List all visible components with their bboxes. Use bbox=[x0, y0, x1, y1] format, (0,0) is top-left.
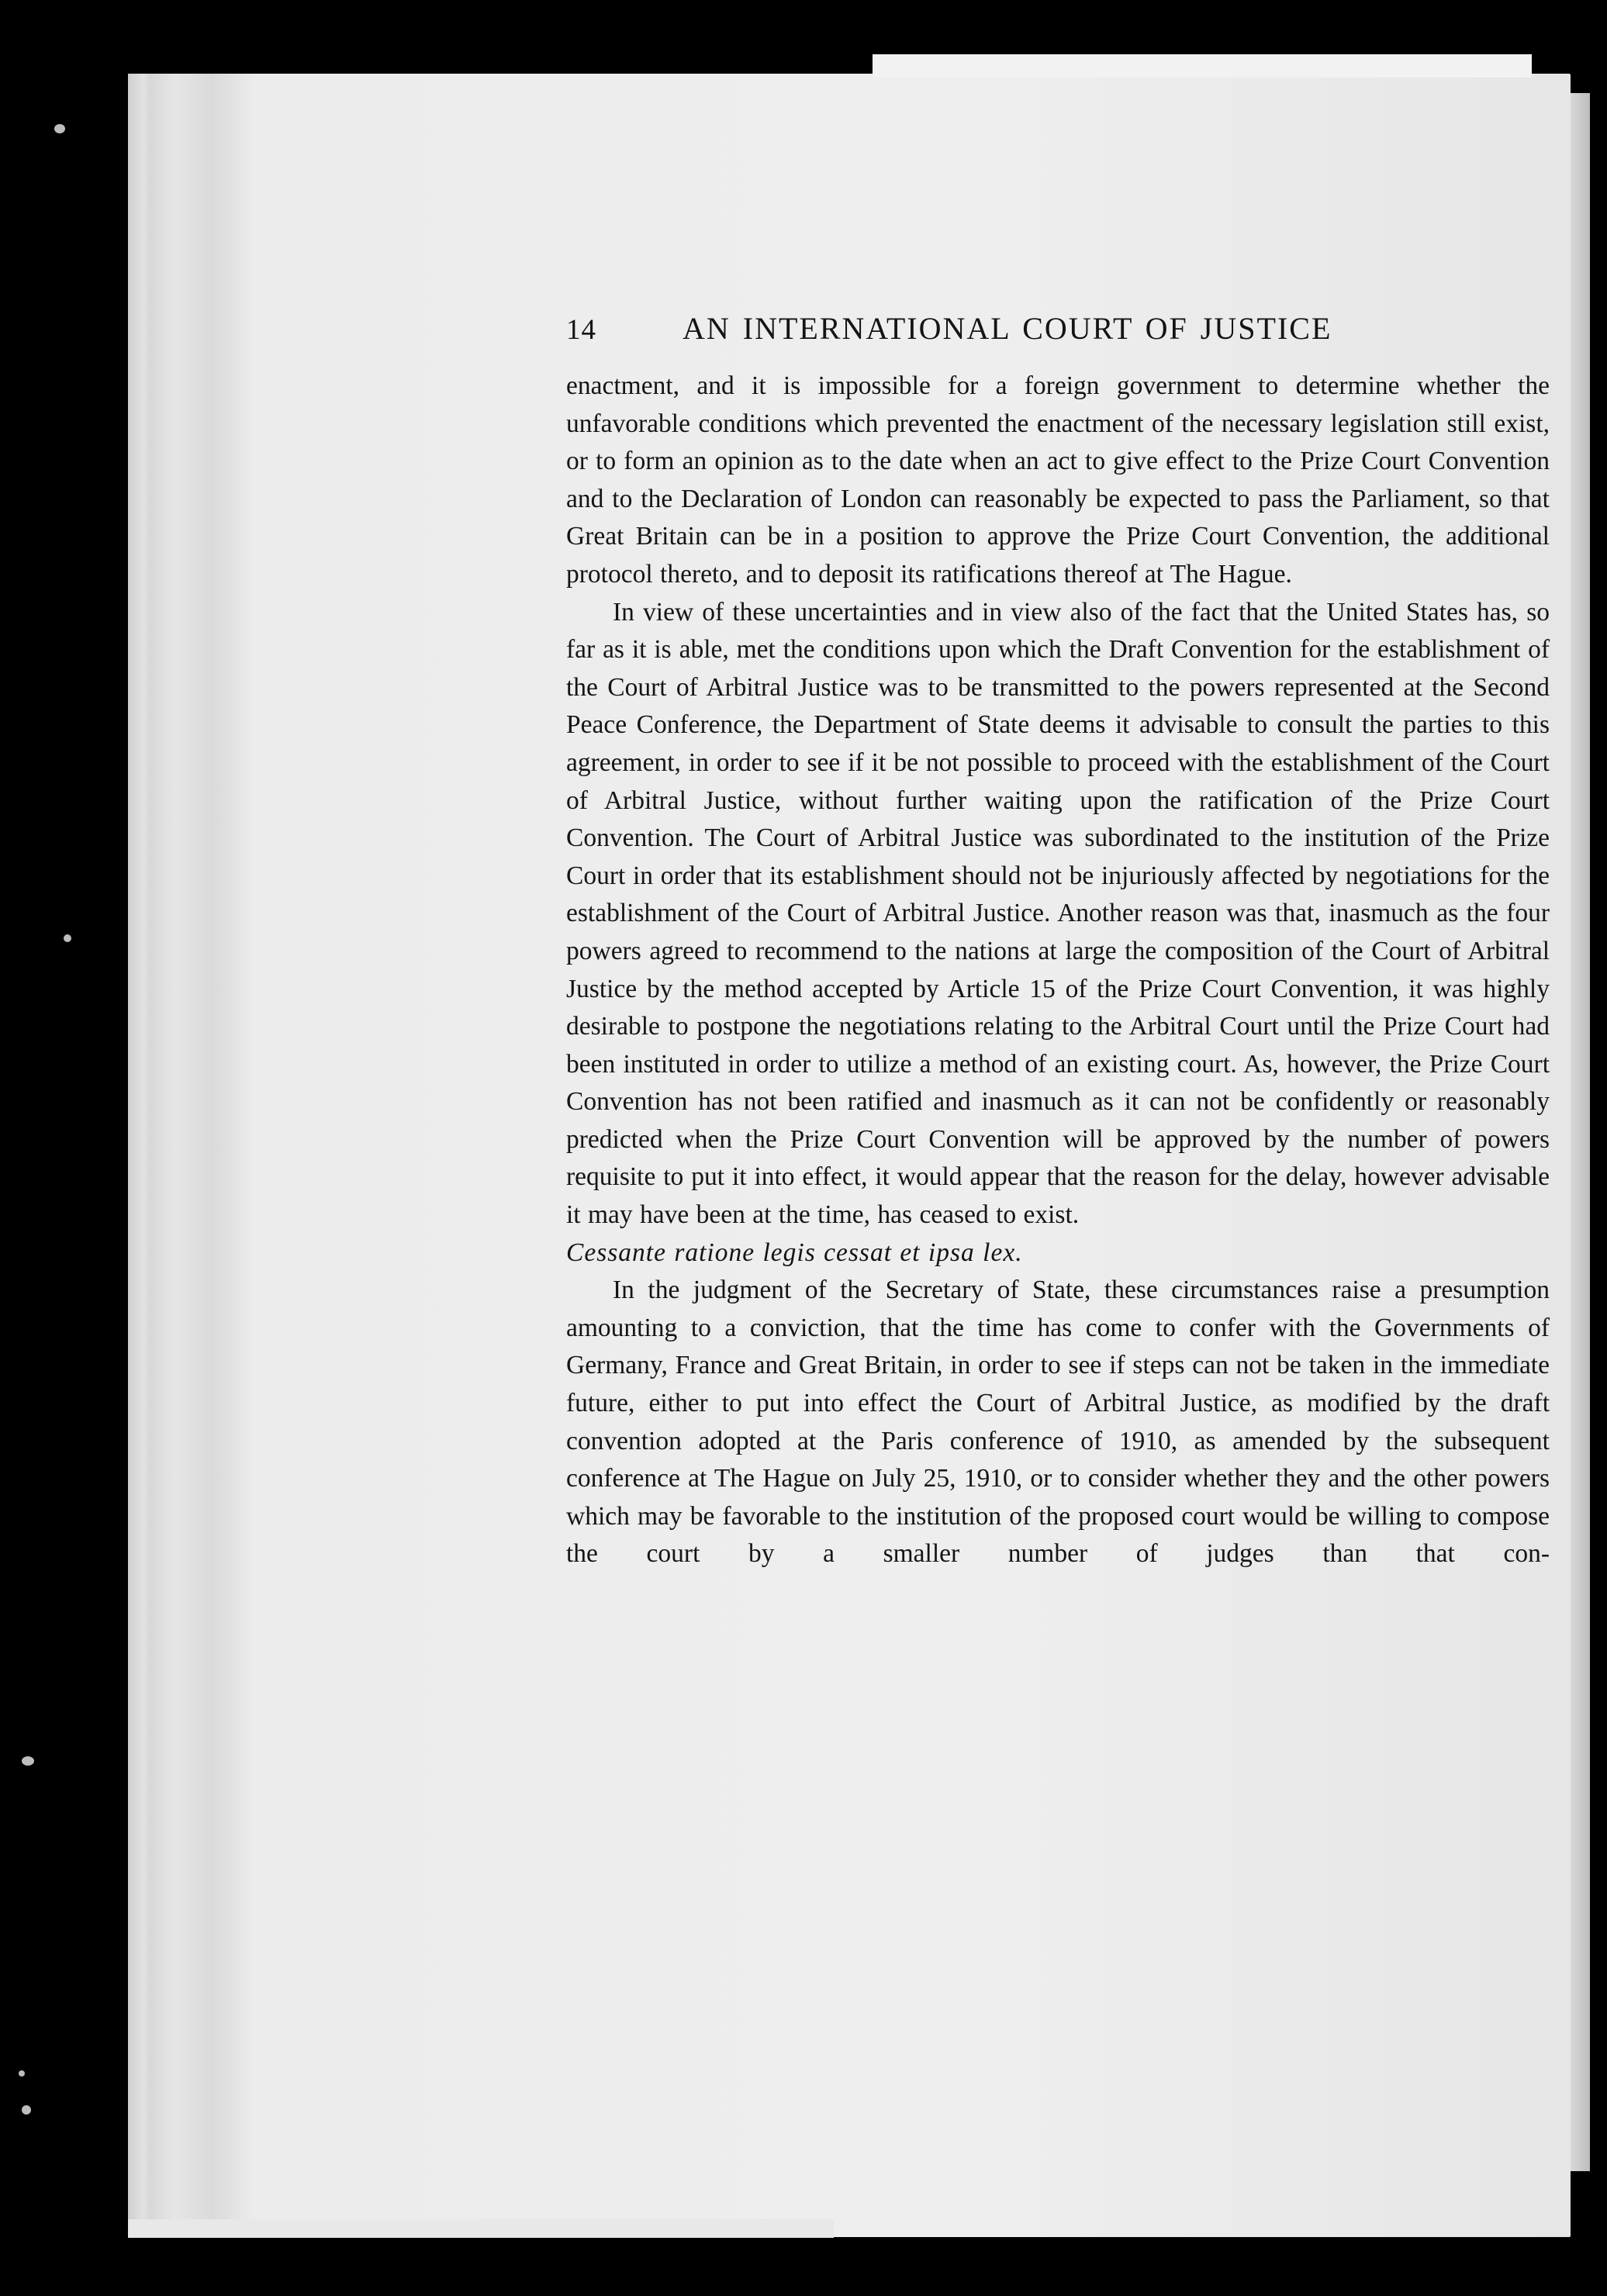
scan-speck bbox=[19, 2070, 25, 2077]
binding-gutter bbox=[128, 74, 252, 2237]
right-paper-edge bbox=[1571, 93, 1590, 2171]
paragraph-uncertainties: In view of these uncertainties and in view also of the fact that the United States has, so far as it is able, met the conditions upon which the Draft Convention for the establishment of the Court of Arbitral Justice was to be transmitted to the powers represented at the Second Peace Conference, the Department of State deems it advisable to consult the parties to this agreement, in order to see if it be not possible to proceed with the establishment of the Court of Arbitral Justice, without further waiting upon the ratification of the Prize Court Convention. The Court of Arbitral Justice was subordinated to the institution of the Prize Court in order that its establishment should not be injuriously affected by negotiations for the establishment of the Court of Arbitral Justice. Another reason was that, inasmuch as the four powers agreed to recommend to the nations at large the composition of the Court of Arbitral Justice by the method accepted by Article 15 of the Prize Court Convention, it was highly desirable to postpone the negotiations relating to the Arbitral Court until the Prize Court had been instituted in order to utilize a method of an existing court. As, however, the Prize Court Convention has not been ratified and inasmuch as it can not be confidently or reasonably predicted when the Prize Court Convention will be approved by the number of powers requisite to put it into effect, it would appear that the reason for the delay, however advisable it may have been at the time, has ceased to exist. bbox=[566, 597, 1550, 1230]
paragraph-secretary-judgment: In the judgment of the Secretary of State, these circumstances raise a presumption amounting to a conviction, that the time has come to confer with the Governments of Germany, France and Great Britain, in order to see if steps can not be taken in the immediate future, either to put into effect the Court of Arbitral Justice, as modified by the draft convention adopted at the Paris conference of 1910, as amended by the subsequent conference at The Hague on July 25, 1910, or to consider whether they and the other powers which may be favorable to the institution of the proposed court would be willing to compose the court by a smaller number of judges than that con- bbox=[566, 1276, 1550, 1569]
paragraph-continued: enactment, and it is impossible for a foreign government to determine whether the unfavorable conditions which prevented the enactment of the necessary legislation still exist, or to form an opinion as to the date when an act to give effect to the Prize Court Convention and to the Declaration of London can reasonably be expected to pass the Parliament, so that Great Britain can be in a position to approve the Prize Court Convention, the additional protocol thereto, and to deposit its ratifications thereof at The Hague. bbox=[566, 371, 1550, 589]
running-head bbox=[566, 310, 1550, 357]
scan-speck bbox=[64, 934, 71, 942]
running-title: AN INTERNATIONAL COURT OF JUSTICE bbox=[683, 311, 1332, 346]
scan-speck bbox=[22, 1756, 34, 1766]
scan-speck bbox=[54, 124, 65, 133]
scan-speck bbox=[22, 2105, 31, 2115]
page-number: 14 bbox=[566, 314, 596, 346]
bottom-paper-edge bbox=[128, 2219, 834, 2238]
top-paper-edge bbox=[873, 54, 1532, 78]
latin-maxim: Cessante ratione legis cessat et ipsa lex. bbox=[566, 1238, 1023, 1267]
page-content bbox=[566, 310, 1550, 1573]
